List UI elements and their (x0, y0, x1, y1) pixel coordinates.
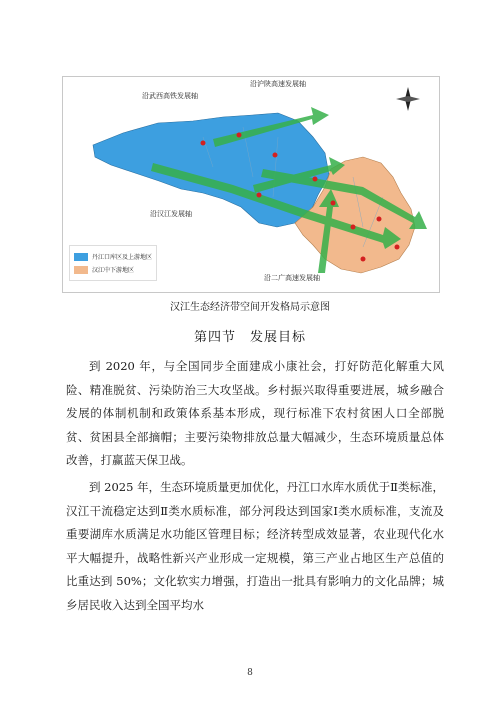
paragraph-2025: 到 2025 年，生态环境质量更加优化，丹江口水库水质优于Ⅱ类标准，汉江干流稳定达到Ⅱ类水质标准，部分河段达到国家Ⅰ类水质标准，支流及重要湖库水质满足水功能区管理目标；经济转型成效显著，农业现代化水平大幅提升，战略性新兴产业形成一定规模，第三产业占地区生产总值的比重达到 50%；文化软实力增强，打造出一批具有影响力的文化品牌；城乡居民收入达到全国平均水 (66, 480, 444, 612)
legend-label-downstream: 汉江中下游地区 (92, 267, 135, 274)
paragraph-2020: 到 2020 年，与全国同步全面建成小康社会，打好防范化解重大风险、精准脱贫、污染防治三大攻坚战。乡村振兴取得重要进展，城乡融合发展的体制机制和政策体系基本形成，现行标准下农村贫困人口全部脱贫、贫困县全部摘帽；主要污染物排放总量大幅减少，生态环境质量总体改善，打赢蓝天保卫战。 (66, 359, 444, 467)
map-figure (62, 76, 440, 293)
axis-label-hushaan: 沿沪陕高速发展轴 (250, 80, 306, 88)
axis-label-erguang: 沿二广高速发展轴 (264, 274, 320, 282)
legend-label-upstream: 丹江口库区及上游地区 (92, 254, 153, 261)
axis-label-wuxi: 沿武西高铁发展轴 (142, 92, 198, 100)
compass-icon (396, 87, 420, 111)
legend-swatch-upstream (74, 253, 88, 261)
axis-label-hanjiang: 沿汉江发展轴 (150, 210, 192, 218)
section-title: 第四节 发展目标 (193, 330, 306, 345)
map-legend (69, 245, 157, 281)
figure-caption: 汉江生态经济带空间开发格局示意图 (170, 302, 330, 313)
legend-swatch-downstream (74, 266, 88, 274)
page-number: 8 (247, 668, 253, 678)
legend-item-downstream (74, 265, 152, 274)
legend-item-upstream (74, 252, 152, 261)
